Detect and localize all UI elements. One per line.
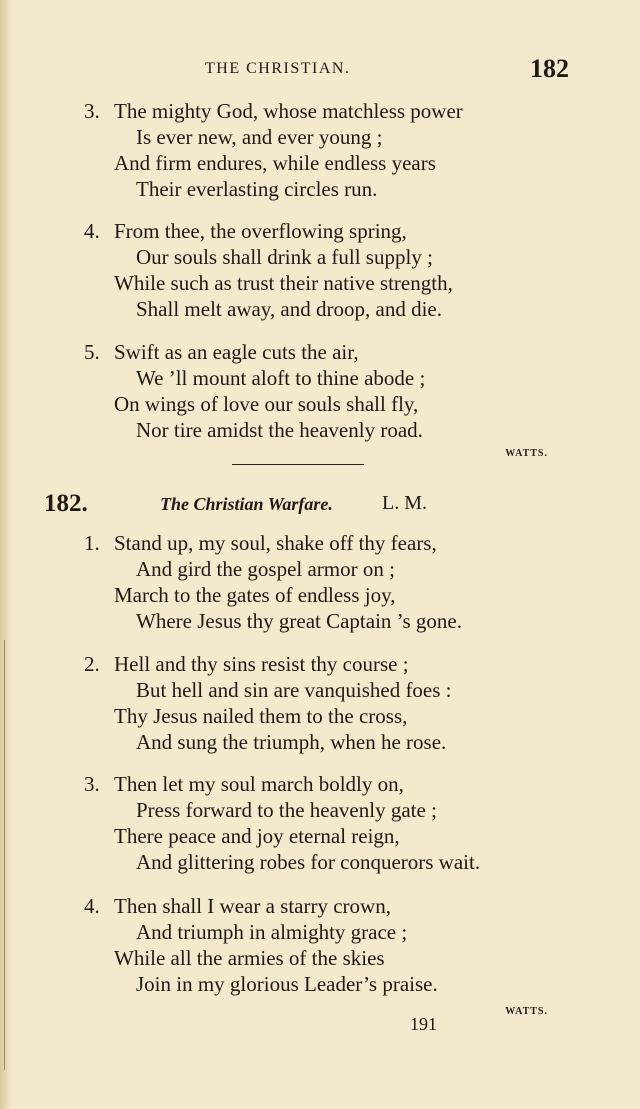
running-head: [0, 56, 640, 86]
verse-line: We ’ll mount aloft to thine abode ;: [136, 366, 426, 390]
hymn-meter: L. M.: [382, 492, 427, 514]
attribution: WATTS.: [505, 1006, 548, 1017]
verse-line: And sung the triumph, when he rose.: [136, 730, 447, 754]
verse-line: From thee, the overflowing spring,: [114, 219, 407, 243]
verse-line: Hell and thy sins resist thy course ;: [114, 652, 409, 676]
verse-line: Then shall I wear a starry crown,: [114, 894, 391, 918]
verse-line: The mighty God, whose matchless power: [114, 99, 463, 123]
verse-line: Press forward to the heavenly gate ;: [136, 798, 437, 822]
stanza-number: 4.: [84, 219, 100, 243]
verse-line: Then let my soul march boldly on,: [114, 772, 404, 796]
verse-line: Our souls shall drink a full supply ;: [136, 245, 433, 269]
verse-line: And gird the gospel armor on ;: [136, 557, 395, 581]
stanza-number: 1.: [84, 531, 100, 555]
stanza-number: 4.: [84, 894, 100, 918]
verse-line: While such as trust their native strength,: [114, 271, 453, 295]
verse-line: Join in my glorious Leader’s praise.: [136, 972, 438, 996]
verse-line: On wings of love our souls shall fly,: [114, 392, 419, 416]
page-edge-line: [4, 640, 5, 1070]
verse-line: There peace and joy eternal reign,: [114, 824, 400, 848]
page-edge-shadow: [0, 0, 12, 1109]
attribution: WATTS.: [505, 448, 548, 459]
verse-line: And triumph in almighty grace ;: [136, 920, 408, 944]
stanza-number: 5.: [84, 340, 100, 364]
verse-line: Where Jesus thy great Captain ’s gone.: [136, 609, 462, 633]
page-number-footer: 191: [410, 1014, 437, 1034]
verse-line: While all the armies of the skies: [114, 946, 385, 970]
verse-line: Their everlasting circles run.: [136, 177, 378, 201]
verse-line: Thy Jesus nailed them to the cross,: [114, 704, 408, 728]
verse-line: Is ever new, and ever young ;: [136, 125, 383, 149]
verse-line: Shall melt away, and droop, and die.: [136, 297, 442, 321]
hymn-number: 182.: [44, 490, 88, 517]
verse-line: Stand up, my soul, shake off thy fears,: [114, 531, 437, 555]
running-title: THE CHRISTIAN.: [205, 60, 351, 77]
verse-line: Swift as an eagle cuts the air,: [114, 340, 359, 364]
verse-line: But hell and sin are vanquished foes :: [136, 678, 452, 702]
verse-line: March to the gates of endless joy,: [114, 583, 396, 607]
verse-line: And glittering robes for conquerors wait.: [136, 850, 481, 874]
stanza-number: 3.: [84, 772, 100, 796]
verse-line: Nor tire amidst the heavenly road.: [136, 418, 423, 442]
stanza-number: 3.: [84, 99, 100, 123]
hymn-number-header: 182: [530, 54, 569, 83]
hymn-title: The Christian Warfare.: [160, 494, 333, 514]
verse-line: And firm endures, while endless years: [114, 151, 436, 175]
stanza-number: 2.: [84, 652, 100, 676]
divider-rule: [232, 464, 364, 465]
